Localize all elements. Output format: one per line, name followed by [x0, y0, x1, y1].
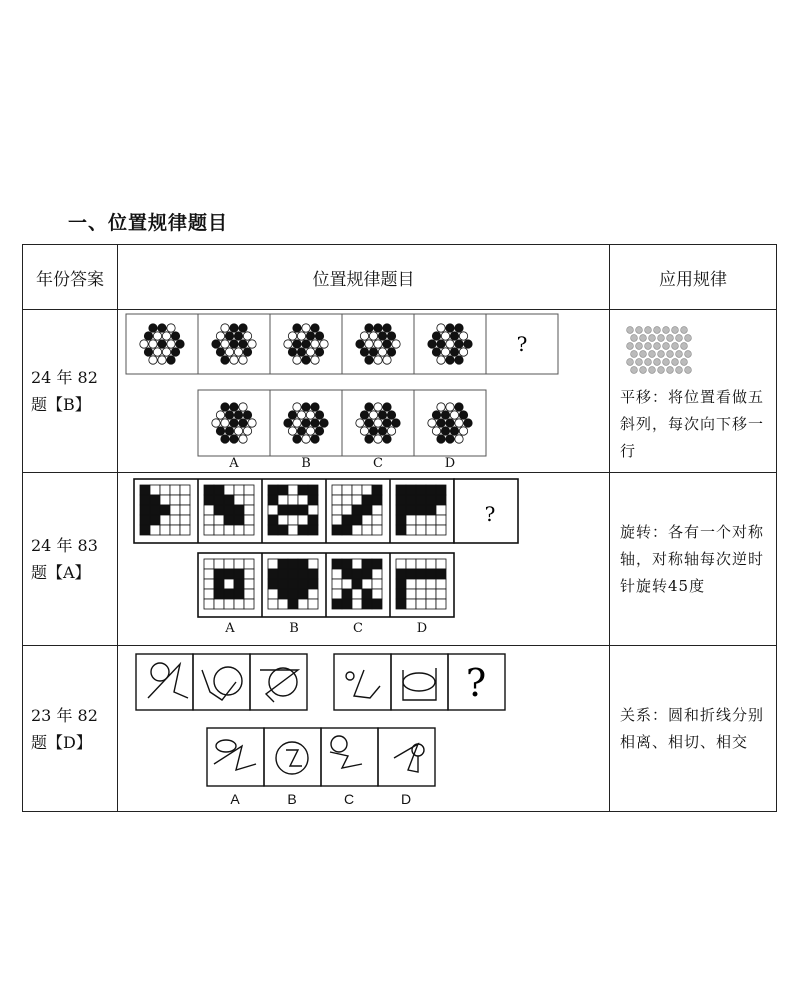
puzzle-cell: [118, 310, 610, 473]
option-label: D: [400, 791, 412, 807]
rule-text: 旋转：各有一个对称轴，对称轴每次逆时针旋转45度: [620, 522, 765, 595]
option-label: B: [301, 456, 311, 471]
option-label: D: [416, 621, 428, 636]
table-row: [23, 646, 777, 812]
table-header-row: [23, 245, 777, 310]
year-answer-cell: [23, 473, 118, 646]
rule-cell: [610, 473, 777, 646]
rule-text: 平移：将位置看做五斜列，每次向下移一行: [620, 387, 765, 460]
circle-polyline-puzzle: [118, 646, 610, 811]
header-question: 位置规律题目: [118, 245, 610, 310]
answer-line: 题【B】: [31, 395, 91, 414]
header-year-answer: 年份答案: [23, 245, 118, 310]
option-label: A: [230, 791, 240, 807]
rule-text: 关系：圆和折线分别相离、相切、相交: [620, 705, 765, 751]
puzzle-cell: [118, 646, 610, 812]
answer-line: 题【D】: [31, 732, 92, 752]
year-line: 24 年 83: [31, 536, 98, 555]
option-label: C: [373, 456, 383, 471]
rule-cell: [610, 310, 777, 473]
section-heading: 一、位置规律题目: [68, 212, 229, 234]
puzzle-cell: [118, 473, 610, 646]
table-row: [23, 473, 777, 646]
dot-hexagon: [140, 324, 472, 443]
option-label: B: [289, 621, 299, 636]
dot-hexagon-puzzle: [118, 310, 610, 472]
position-rule-table: [22, 244, 777, 812]
grid-block-puzzle: [118, 473, 610, 645]
year-answer-cell: [23, 646, 118, 812]
year-line: 24 年 82: [31, 368, 98, 387]
header-rule: 应用规律: [610, 245, 777, 310]
option-label: C: [343, 791, 355, 807]
option-label: A: [225, 621, 235, 636]
year-answer-cell: [23, 310, 118, 473]
option-label: B: [287, 791, 297, 807]
question-mark: ?: [484, 502, 496, 526]
table-row: [23, 310, 777, 473]
answer-line: 题【A】: [31, 563, 91, 582]
year-line: 23 年 82: [31, 705, 98, 725]
option-label: C: [353, 621, 363, 636]
question-mark: ?: [465, 661, 487, 705]
hex-lattice-icon: [624, 324, 694, 380]
option-label: D: [444, 456, 456, 471]
rule-cell: [610, 646, 777, 812]
question-mark: ?: [516, 332, 528, 356]
option-label: A: [229, 456, 239, 471]
